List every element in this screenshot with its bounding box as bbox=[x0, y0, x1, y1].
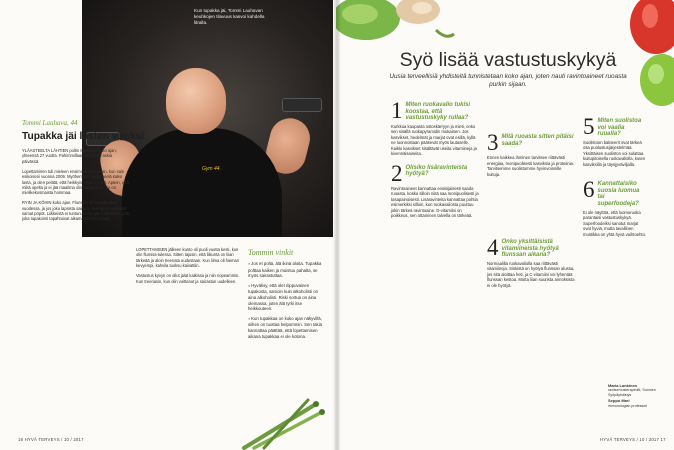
question-number: 1 bbox=[391, 98, 403, 123]
body-paragraph: YLÄASTEELTA LÄHTIEN poltin tupakkaa koko ajan, yhteensä 27 vuotta. Pahimmillaan meni pari askia päivässä. bbox=[22, 148, 117, 164]
question-heading: Mitä ruoasta sitten pitäisi saada? bbox=[501, 134, 574, 147]
expert-entry bbox=[608, 384, 664, 397]
body-paragraph: Vastustus kyvyn on ollut jalat kaikissa ja niin nopeammin. Kun treenasin, kun olin voittanut ja sairastun uudelleen. bbox=[136, 273, 240, 284]
answer-text: Ennen kaikkea ihminen tarvitsee riittävästi energiaa, monipuolisesti kasviksia ja proteiinia. Tarvitsemme suolistomme hyvinvoinnille kuituja. bbox=[487, 155, 575, 177]
author-name: Tommi Lauhava, 44 bbox=[22, 119, 78, 127]
tip-item: ● Jos et polta, älä ikinä aloita. Tupakka polttaa kaiken ja muistuu pahalta, se myös sairastuttaa. bbox=[248, 261, 326, 279]
photo-caption: Kun tupakka jäi, Tommi Lauhavan keuhkojen tilavuus kasvoi kahdella litralla. bbox=[194, 8, 265, 25]
question-heading: Onko yksittäisistä vitamiineista hyötyä flunssan aikana? bbox=[501, 239, 559, 259]
question-number: 3 bbox=[487, 130, 499, 155]
expert-title: immunologian professori bbox=[608, 403, 648, 408]
question-number: 2 bbox=[391, 160, 403, 186]
vegetables-illustration-top bbox=[336, 0, 456, 54]
answer-text: Normaalilla ruokavaliolla saa riittävästi vitamiineja. Sinkistä on hyötyä flunssan alussa, jos sitä aloittaa heti, ja C-vitamiini voi lyhentää flunssan kestoa. Mutta liian suurista annoksista ei ole hyötyä. bbox=[487, 260, 575, 288]
left-page-footer: 16 HYVÄ TERVEYS / 10 / 2017 bbox=[18, 437, 84, 442]
right-article-deck: Uusia terveellisiä yhdisteitä tunnistetaan koko ajan, joten nauti ravintoaineet ruoasta purkin sijaan. bbox=[389, 73, 627, 88]
answer-text: Kurkkua kaupasta ostoskärryyn ja mieti, onko sen sisällä ruokapyramidin mukainen. Jos kasvikset, hedelmät ja marjat ovat esillä, kyllä ne luonnostaan pääsevät myös lautaselle. Kaikki kasvikset sisältävät useita vitamiineja ja kivennäisaineita. bbox=[391, 123, 477, 157]
expert-name: Maria Lankinen bbox=[608, 383, 638, 388]
body-paragraph: RYIN JA KÖHIN koko ajan. Flunssia oli montakertaa vuodessa, ja jos joku lapsista sairasti, sain aivan varmasti samat pöpöt. Liikkeistä ei tuntunut missään kahvilasta, sillä joka tupakointi tapahtuivat aikamaisen kerrallaan. bbox=[22, 200, 129, 222]
body-paragraph: Lopettaminen tuli mieleen ensimmäisen kerran, kun sain esikoiseni vuonna 2009. Myöhemmin synnyi vielä kaksi lasta, ja olen pelätä, että heikkyisi, nyks pelätä. Aptein, että mikä opelta ja ei jää maailma olisi tupakoinut. Se on mielikekosmaista hommaa. bbox=[22, 168, 129, 196]
right-article-title: Syö lisää vastustuskykyä bbox=[399, 49, 617, 71]
question-block bbox=[391, 100, 479, 122]
question-block bbox=[391, 160, 479, 186]
tip-item: ● Kun tupakkaa on koko ajan näkyvillä, siihen on tuottaa helpommin. Sen takia kannattaa päättää, että lopettamisen aikana tupakkaa ei ole kotona. bbox=[248, 316, 326, 339]
question-number: 5 bbox=[583, 114, 595, 139]
question-number: 6 bbox=[583, 177, 595, 203]
right-column-1 bbox=[391, 98, 479, 222]
torso bbox=[122, 128, 282, 237]
tips-list bbox=[248, 261, 326, 339]
body-paragraph: LOPETTAMISEN jälkeen kunto oli puoli vuotta kesti, kun olin flunssa-tulessa. Sitten tajusin, että liikunta on liian tärkeää ja aloin treenata uudestaan. Kun liima oli hieman kevyempi, kahvila tuoksu kaivattiin. bbox=[136, 247, 240, 269]
answer-text: Ravintoaineet kannattaa ensisijaisesti saada ruoasta, koska silloin niitä saa monipuolisesti ja tasapainoisesti. Lisäravinteita kannattaa pohtia esimerkiksi silloin, kun ruokavaliosta puuttuu jokin tärkeä ravintoaine. D-vitamiini on poikkeus, sen ottaminen talvella on tärkeää. bbox=[391, 185, 479, 219]
tip-item: ● Hyväksy, että olet riippuvainen tupakosta, samoin kuin alkoholisti on aina alkoholisti. Riski sortua on aina olemassa, joten älä tyrki itse heikkouteen. bbox=[248, 283, 326, 312]
head bbox=[166, 68, 226, 134]
right-page-footer: HYVÄ TERVEYS / 10 / 2017 17 bbox=[600, 437, 666, 442]
question-heading: Miten suolistoa voi vaalia ruualla? bbox=[597, 118, 642, 138]
question-block bbox=[487, 237, 575, 259]
question-heading: Miten ruokavalio tukisi koostaa, että vastustuskyky rullaa? bbox=[405, 102, 471, 122]
page-gutter-shadow bbox=[333, 0, 341, 450]
expert-title: ravitsemusterapeutti, Suomen Syöpäyhdistys bbox=[608, 388, 656, 397]
asparagus-illustration bbox=[238, 398, 326, 450]
question-block bbox=[583, 179, 647, 207]
tips-title: Tommin vinkit bbox=[248, 248, 294, 257]
expert-entry bbox=[608, 399, 664, 408]
question-block bbox=[583, 116, 647, 138]
middle-body-text bbox=[136, 247, 242, 284]
left-article-title: Tupakka jäi lasten vuoksi bbox=[22, 131, 145, 142]
question-heading: Olisiko lisäravinteista hyötyä? bbox=[405, 164, 468, 178]
left-body-text bbox=[22, 148, 130, 226]
shirt-logo: Gym 44 bbox=[202, 166, 220, 172]
question-number: 4 bbox=[487, 235, 499, 260]
dumbbell-right bbox=[282, 98, 322, 112]
answer-text: Suolistoon bakteerit ovat tärkeä osa puolustusjärjestelmää. Yksittäisen suoliston voi sulattaa kuitupitoisella ruokavaliolla, kuten kasviksilla ja täysjyväviljalla. bbox=[583, 139, 646, 167]
right-column-2 bbox=[487, 98, 575, 291]
expert-credits bbox=[608, 384, 664, 408]
question-heading: Kannattaisiko suosia luomua tai superfoodeja? bbox=[597, 181, 640, 208]
question-block bbox=[487, 132, 575, 153]
answer-text: Ei ole näyttöä, että luomuruoka parantaisi vastustuskykyä. Superfoodeiksi sanotut marjat ovat hyviä, mutta tavallinen mustikka on yhtä hyvä vaihtoehto. bbox=[583, 209, 647, 237]
right-column-3 bbox=[583, 98, 647, 240]
tips-box bbox=[248, 248, 326, 408]
expert-name: Seppo Mari bbox=[608, 398, 630, 404]
